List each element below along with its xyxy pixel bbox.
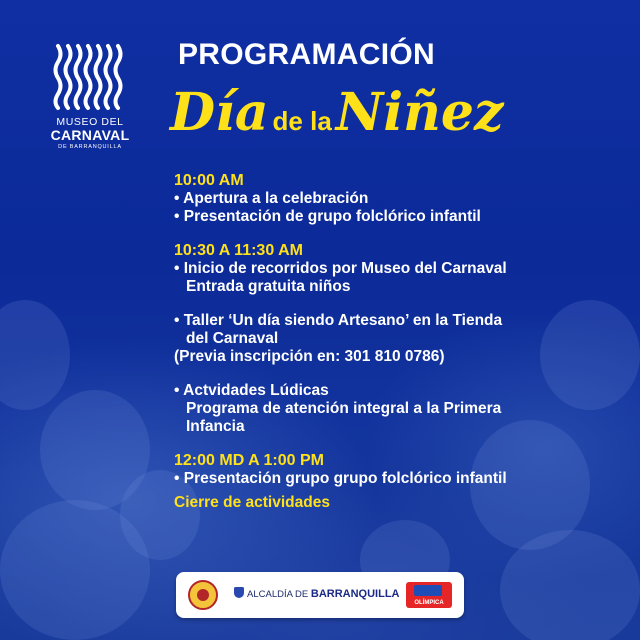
- museo-logo: [44, 42, 136, 151]
- schedule-item-detail: Programa de atención integral a la Primera: [186, 400, 502, 417]
- schedule-item: • Taller ‘Un día siendo Artesano’ en la Tienda: [174, 312, 503, 329]
- olimpica-logo: [406, 582, 452, 608]
- waves-logo-icon: [52, 42, 128, 112]
- schedule-item: • Presentación grupo grupo folclórico infantil: [174, 470, 507, 487]
- logo-text-barranquilla: DE BARRANQUILLA: [58, 144, 122, 150]
- schedule-item-detail: Infancia: [186, 418, 245, 435]
- schedule-item: • Actvidades Lúdicas: [174, 382, 329, 399]
- title-dia: Día: [170, 82, 269, 143]
- programacion-heading: PROGRAMACIÓN: [178, 38, 435, 71]
- schedule-item: • Apertura a la celebración: [174, 190, 369, 207]
- olimpica-text: OLÍMPICA: [414, 600, 444, 606]
- title-de-la: de la: [272, 106, 332, 136]
- logo-text-carnaval: CARNAVAL: [50, 127, 130, 143]
- sponsor-bar: [176, 572, 464, 618]
- alcaldia-prefix: ALCALDÍA DE: [247, 589, 309, 600]
- barranquilla-seal-icon: [188, 580, 218, 610]
- alcaldia-city: BARRANQUILLA: [310, 588, 400, 600]
- schedule: [174, 172, 614, 512]
- alcaldia-shield-icon: [234, 587, 244, 598]
- schedule-item-detail: del Carnaval: [186, 330, 279, 347]
- event-title: [170, 82, 504, 143]
- logo-text-museo: MUSEO DEL: [56, 116, 124, 128]
- title-ninez: Niñez: [335, 82, 504, 143]
- schedule-item-detail: Entrada gratuita niños: [186, 278, 351, 295]
- time-block-3: 12:00 MD A 1:00 PM: [174, 452, 324, 469]
- schedule-item: • Presentación de grupo folclórico infantil: [174, 208, 481, 225]
- time-block-2: 10:30 A 11:30 AM: [174, 242, 303, 259]
- time-block-1: 10:00 AM: [174, 172, 244, 189]
- closing-text: Cierre de actividades: [174, 494, 330, 511]
- registration-note: (Previa inscripción en: 301 810 0786): [174, 348, 445, 365]
- schedule-item: • Inicio de recorridos por Museo del Carnaval: [174, 260, 507, 277]
- alcaldia-logo: [234, 587, 400, 600]
